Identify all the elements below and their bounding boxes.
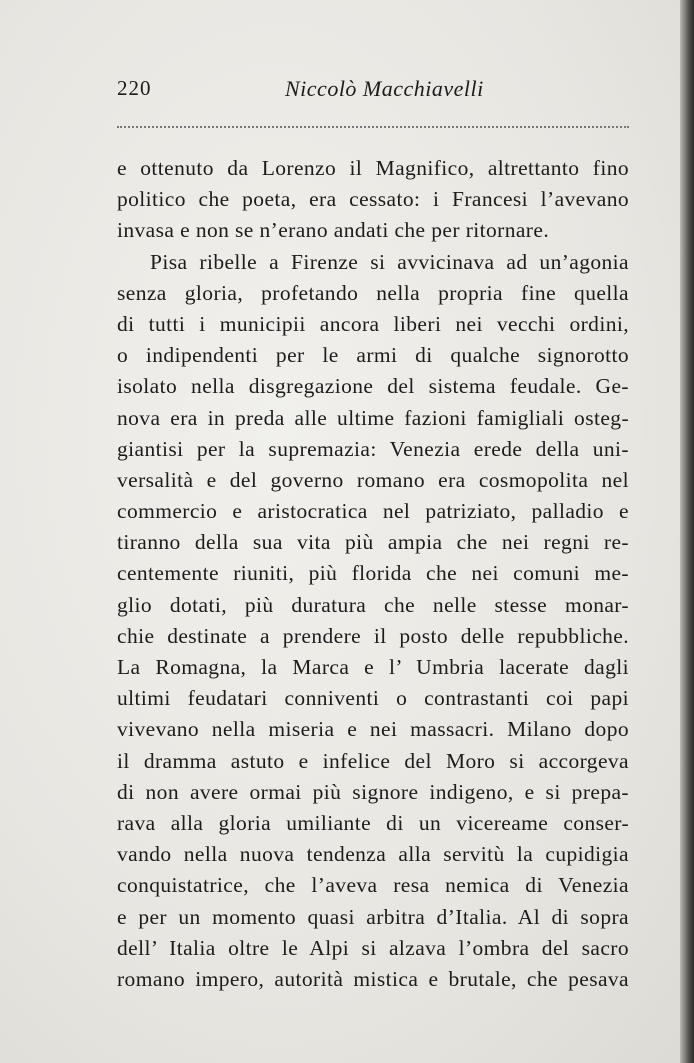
paragraph-start-line: Pisa ribelle a Firenze si avvicinava ad un’agonia [150,249,629,274]
page-number: 220 [117,76,152,100]
text-line: commercio e aristocratica nel patriziato, palladio e [117,499,629,524]
text-line: invasa e non se n’erano andati che per ritornare. [117,218,550,243]
text-line: conquistatrice, che l’aveva resa nemica di Venezia [117,873,629,898]
text-line: centemente riuniti, più florida che nei comuni me- [117,561,629,586]
text-line: senza gloria, profetando nella propria fine quella [117,280,629,305]
text-line: chie destinate a prendere il posto delle repubbliche. [117,623,629,648]
text-line: tiranno della sua vita più ampia che nei regni re- [117,530,629,555]
text-line: di non avere ormai più signore indigeno, e si prepa- [117,779,629,804]
text-line: di tutti i municipii ancora liberi nei vecchi ordini, [117,311,629,336]
text-line: vivevano nella miseria e nei massacri. Milano dopo [117,717,629,742]
running-head: Niccolò Macchiavelli [285,76,484,101]
text-line: ultimi feudatari conniventi o contrastanti coi papi [117,686,629,711]
text-line: isolato nella disgregazione del sistema feudale. Ge- [117,374,629,399]
text-line: rava alla gloria umiliante di un vicereame conser- [117,810,629,835]
text-line: nova era in preda alle ultime fazioni famigliali osteg- [117,405,629,430]
text-line: vando nella nuova tendenza alla servitù la cupidigia [117,842,629,867]
text-line: e ottenuto da Lorenzo il Magnifico, altrettanto fino [117,156,629,180]
text-line: o indipendenti per le armi di qualche signorotto [117,343,629,368]
text-line: glio dotati, più duratura che nelle stesse monar- [117,592,629,617]
text-line: La Romagna, la Marca e l’ Umbria lacerate dagli [117,655,629,679]
page-header [117,72,629,106]
text-line: e per un momento quasi arbitra d’Italia. Al di sopra [117,904,629,929]
text-line: versalità e del governo romano era cosmopolita nel [117,467,629,492]
header-divider [117,126,629,128]
page-edge-shadow [680,0,694,1063]
text-line: il dramma astuto e infelice del Moro si accorgeva [117,748,629,773]
body-text [117,153,629,995]
text-line: romano impero, autorità mistica e brutale, che pesava [117,966,629,991]
text-line: dell’ Italia oltre le Alpi si alzava l’ombra del sacro [117,935,629,960]
text-line: giantisi per la supremazia: Venezia erede della uni- [117,436,629,461]
text-line: politico che poeta, era cessato: i Francesi l’avevano [117,187,629,212]
